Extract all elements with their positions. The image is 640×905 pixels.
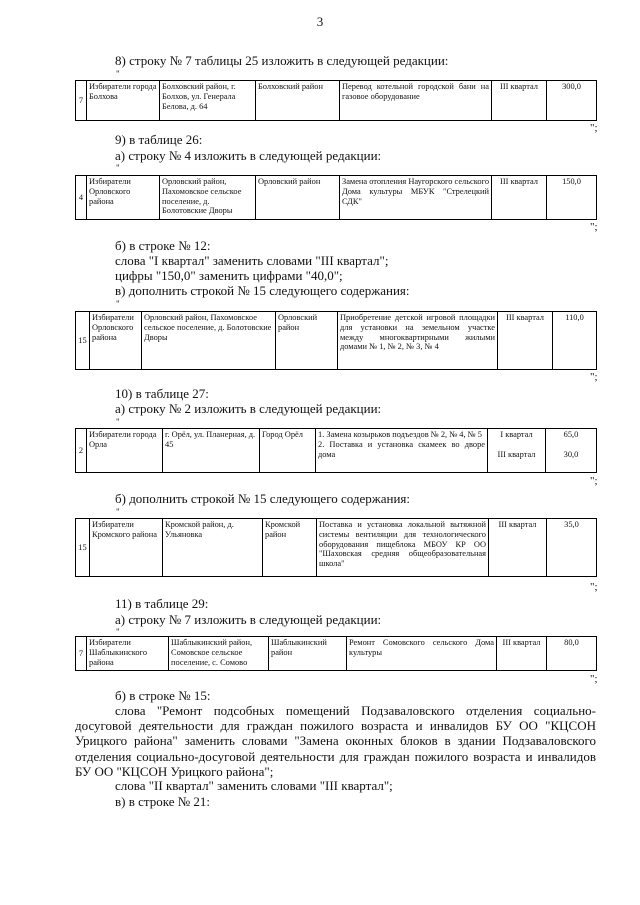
work-item-1: 1. Замена козырьков подъездов № 2, № 4, № 5 bbox=[318, 430, 482, 439]
section-10-heading: 10) в таблице 27: bbox=[115, 386, 209, 401]
work-cell: Поставка и установка локальной вытяжной системы вентиляции для технологического оборудования пищеблока МБОУ КР ОО "Шаховская средняя общеобразовательная школа" bbox=[317, 519, 489, 577]
close-quote: "; bbox=[590, 371, 598, 383]
amount-item-2: 30,0 bbox=[563, 449, 579, 459]
section-9-heading: 9) в таблице 26: bbox=[115, 132, 203, 147]
section-11b-heading: б) в строке № 15: bbox=[115, 688, 211, 703]
period-item-2: III квартал bbox=[497, 449, 536, 459]
address-cell: Орловский район, Пахомовское сельское поселение, д. Болотовские Дворы bbox=[160, 176, 256, 220]
voters-cell: Избиратели Орловского района bbox=[87, 176, 160, 220]
section-8-heading: 8) строку № 7 таблицы 25 изложить в следующей редакции: bbox=[115, 53, 449, 68]
work-cell: Замена отопления Наугорского сельского Дома культуры МБУК "Стрелецкий СДК" bbox=[340, 176, 492, 220]
work-cell: Ремонт Сомовского сельского Дома культуры bbox=[347, 637, 497, 671]
page-number: 3 bbox=[316, 14, 324, 29]
table-26-row-15 bbox=[75, 311, 597, 370]
period-cell: III квартал bbox=[489, 519, 547, 577]
section-11c-heading: в) в строке № 21: bbox=[115, 794, 210, 809]
address-cell: г. Орёл, ул. Планерная, д. 45 bbox=[163, 429, 260, 473]
row-number: 15 bbox=[76, 312, 90, 370]
open-quote: " bbox=[116, 163, 120, 173]
district-cell: Город Орёл bbox=[260, 429, 316, 473]
close-quote: "; bbox=[590, 122, 598, 134]
paragraph-text: слова "Ремонт подсобных помещений Подзаваловского отделения социально-досуговой деятельности для граждан пожилого возраста и инвалидов БУ ОО "КЦСОН Урицкого района" заменить словами "Замена оконных блоков в здании Подзаваловского отделения социально-досуговой деятельности для граждан пожилого возраста и инвалидов БУ ОО "КЦСОН Урицкого района"; bbox=[75, 703, 596, 779]
work-cell: Приобретение детской игровой площадки для установки на земельном участке между многоквартирными жилыми домами № 1, № 2, № 3, № 4 bbox=[338, 312, 498, 370]
period-cell: III квартал bbox=[492, 176, 547, 220]
amount-cell: 110,0 bbox=[553, 312, 597, 370]
open-quote: " bbox=[116, 417, 120, 427]
period-cell bbox=[488, 429, 546, 473]
table-27-row-15 bbox=[75, 518, 597, 577]
table-26-row-4 bbox=[75, 175, 597, 220]
open-quote: " bbox=[116, 507, 120, 517]
table-row bbox=[76, 312, 597, 370]
voters-cell: Избиратели Орловского района bbox=[90, 312, 142, 370]
table-row bbox=[76, 519, 597, 577]
open-quote: " bbox=[116, 627, 120, 637]
section-11b-paragraph bbox=[75, 703, 596, 779]
amount-cell: 300,0 bbox=[547, 81, 597, 121]
district-cell: Орловский район bbox=[256, 176, 340, 220]
address-cell: Орловский район, Пахомовское сельское поселение, д. Болотовские Дворы bbox=[142, 312, 276, 370]
amount-cell bbox=[546, 429, 597, 473]
district-cell: Болховский район bbox=[256, 81, 340, 121]
close-quote: "; bbox=[590, 475, 598, 487]
close-quote: "; bbox=[590, 673, 598, 685]
district-cell: Кромской район bbox=[263, 519, 317, 577]
section-11b-period-line: слова "II квартал" заменить словами "III квартал"; bbox=[115, 778, 393, 793]
district-cell: Орловский район bbox=[276, 312, 338, 370]
work-cell: Перевод котельной городской бани на газовое оборудование bbox=[340, 81, 492, 121]
voters-cell: Избиратели города Болхова bbox=[87, 81, 160, 121]
period-cell: III квартал bbox=[492, 81, 547, 121]
amount-cell: 80,0 bbox=[547, 637, 597, 671]
voters-cell: Избиратели Шаблыкинского района bbox=[87, 637, 169, 671]
period-cell: III квартал bbox=[498, 312, 553, 370]
table-row bbox=[76, 176, 597, 220]
section-9b-line-2: цифры "150,0" заменить цифрами "40,0"; bbox=[115, 268, 343, 283]
table-29-row-7 bbox=[75, 636, 597, 671]
amount-cell: 35,0 bbox=[547, 519, 597, 577]
section-11-heading: 11) в таблице 29: bbox=[115, 596, 209, 611]
section-10b-heading: б) дополнить строкой № 15 следующего содержания: bbox=[115, 491, 410, 506]
table-27-row-2 bbox=[75, 428, 597, 473]
district-cell: Шаблыкинский район bbox=[269, 637, 347, 671]
section-10a-heading: а) строку № 2 изложить в следующей редакции: bbox=[115, 401, 382, 416]
close-quote: "; bbox=[590, 221, 598, 233]
section-9b-heading: б) в строке № 12: bbox=[115, 238, 211, 253]
open-quote: " bbox=[116, 69, 120, 79]
address-cell: Шаблыкинский район, Сомовское сельское поселение, с. Сомово bbox=[169, 637, 269, 671]
address-cell: Болховский район, г. Болхов, ул. Генерала Белова, д. 64 bbox=[160, 81, 256, 121]
table-row bbox=[76, 637, 597, 671]
row-number: 7 bbox=[76, 637, 87, 671]
section-11a-heading: а) строку № 7 изложить в следующей редакции: bbox=[115, 612, 382, 627]
work-item-2: 2. Поставка и установка скамеек во дворе дома bbox=[318, 439, 485, 459]
open-quote: " bbox=[116, 299, 120, 309]
address-cell: Кромской район, д. Ульяновка bbox=[163, 519, 263, 577]
amount-item-1: 65,0 bbox=[563, 430, 579, 439]
section-9a-heading: а) строку № 4 изложить в следующей редакции: bbox=[115, 148, 382, 163]
row-number: 2 bbox=[76, 429, 87, 473]
section-9c-heading: в) дополнить строкой № 15 следующего содержания: bbox=[115, 283, 410, 298]
row-number: 7 bbox=[76, 81, 87, 121]
close-quote: "; bbox=[590, 581, 598, 593]
work-cell bbox=[316, 429, 488, 473]
section-9b-line-1: слова "I квартал" заменить словами "III квартал"; bbox=[115, 253, 389, 268]
period-item-1: I квартал bbox=[500, 430, 533, 439]
period-cell: III квартал bbox=[497, 637, 547, 671]
table-25-row-7 bbox=[75, 80, 597, 121]
row-number: 4 bbox=[76, 176, 87, 220]
row-number: 15 bbox=[76, 519, 90, 577]
voters-cell: Избиратели Кромского района bbox=[90, 519, 163, 577]
voters-cell: Избиратели города Орла bbox=[87, 429, 163, 473]
table-row bbox=[76, 81, 597, 121]
amount-cell: 150,0 bbox=[547, 176, 597, 220]
table-row bbox=[76, 429, 597, 473]
